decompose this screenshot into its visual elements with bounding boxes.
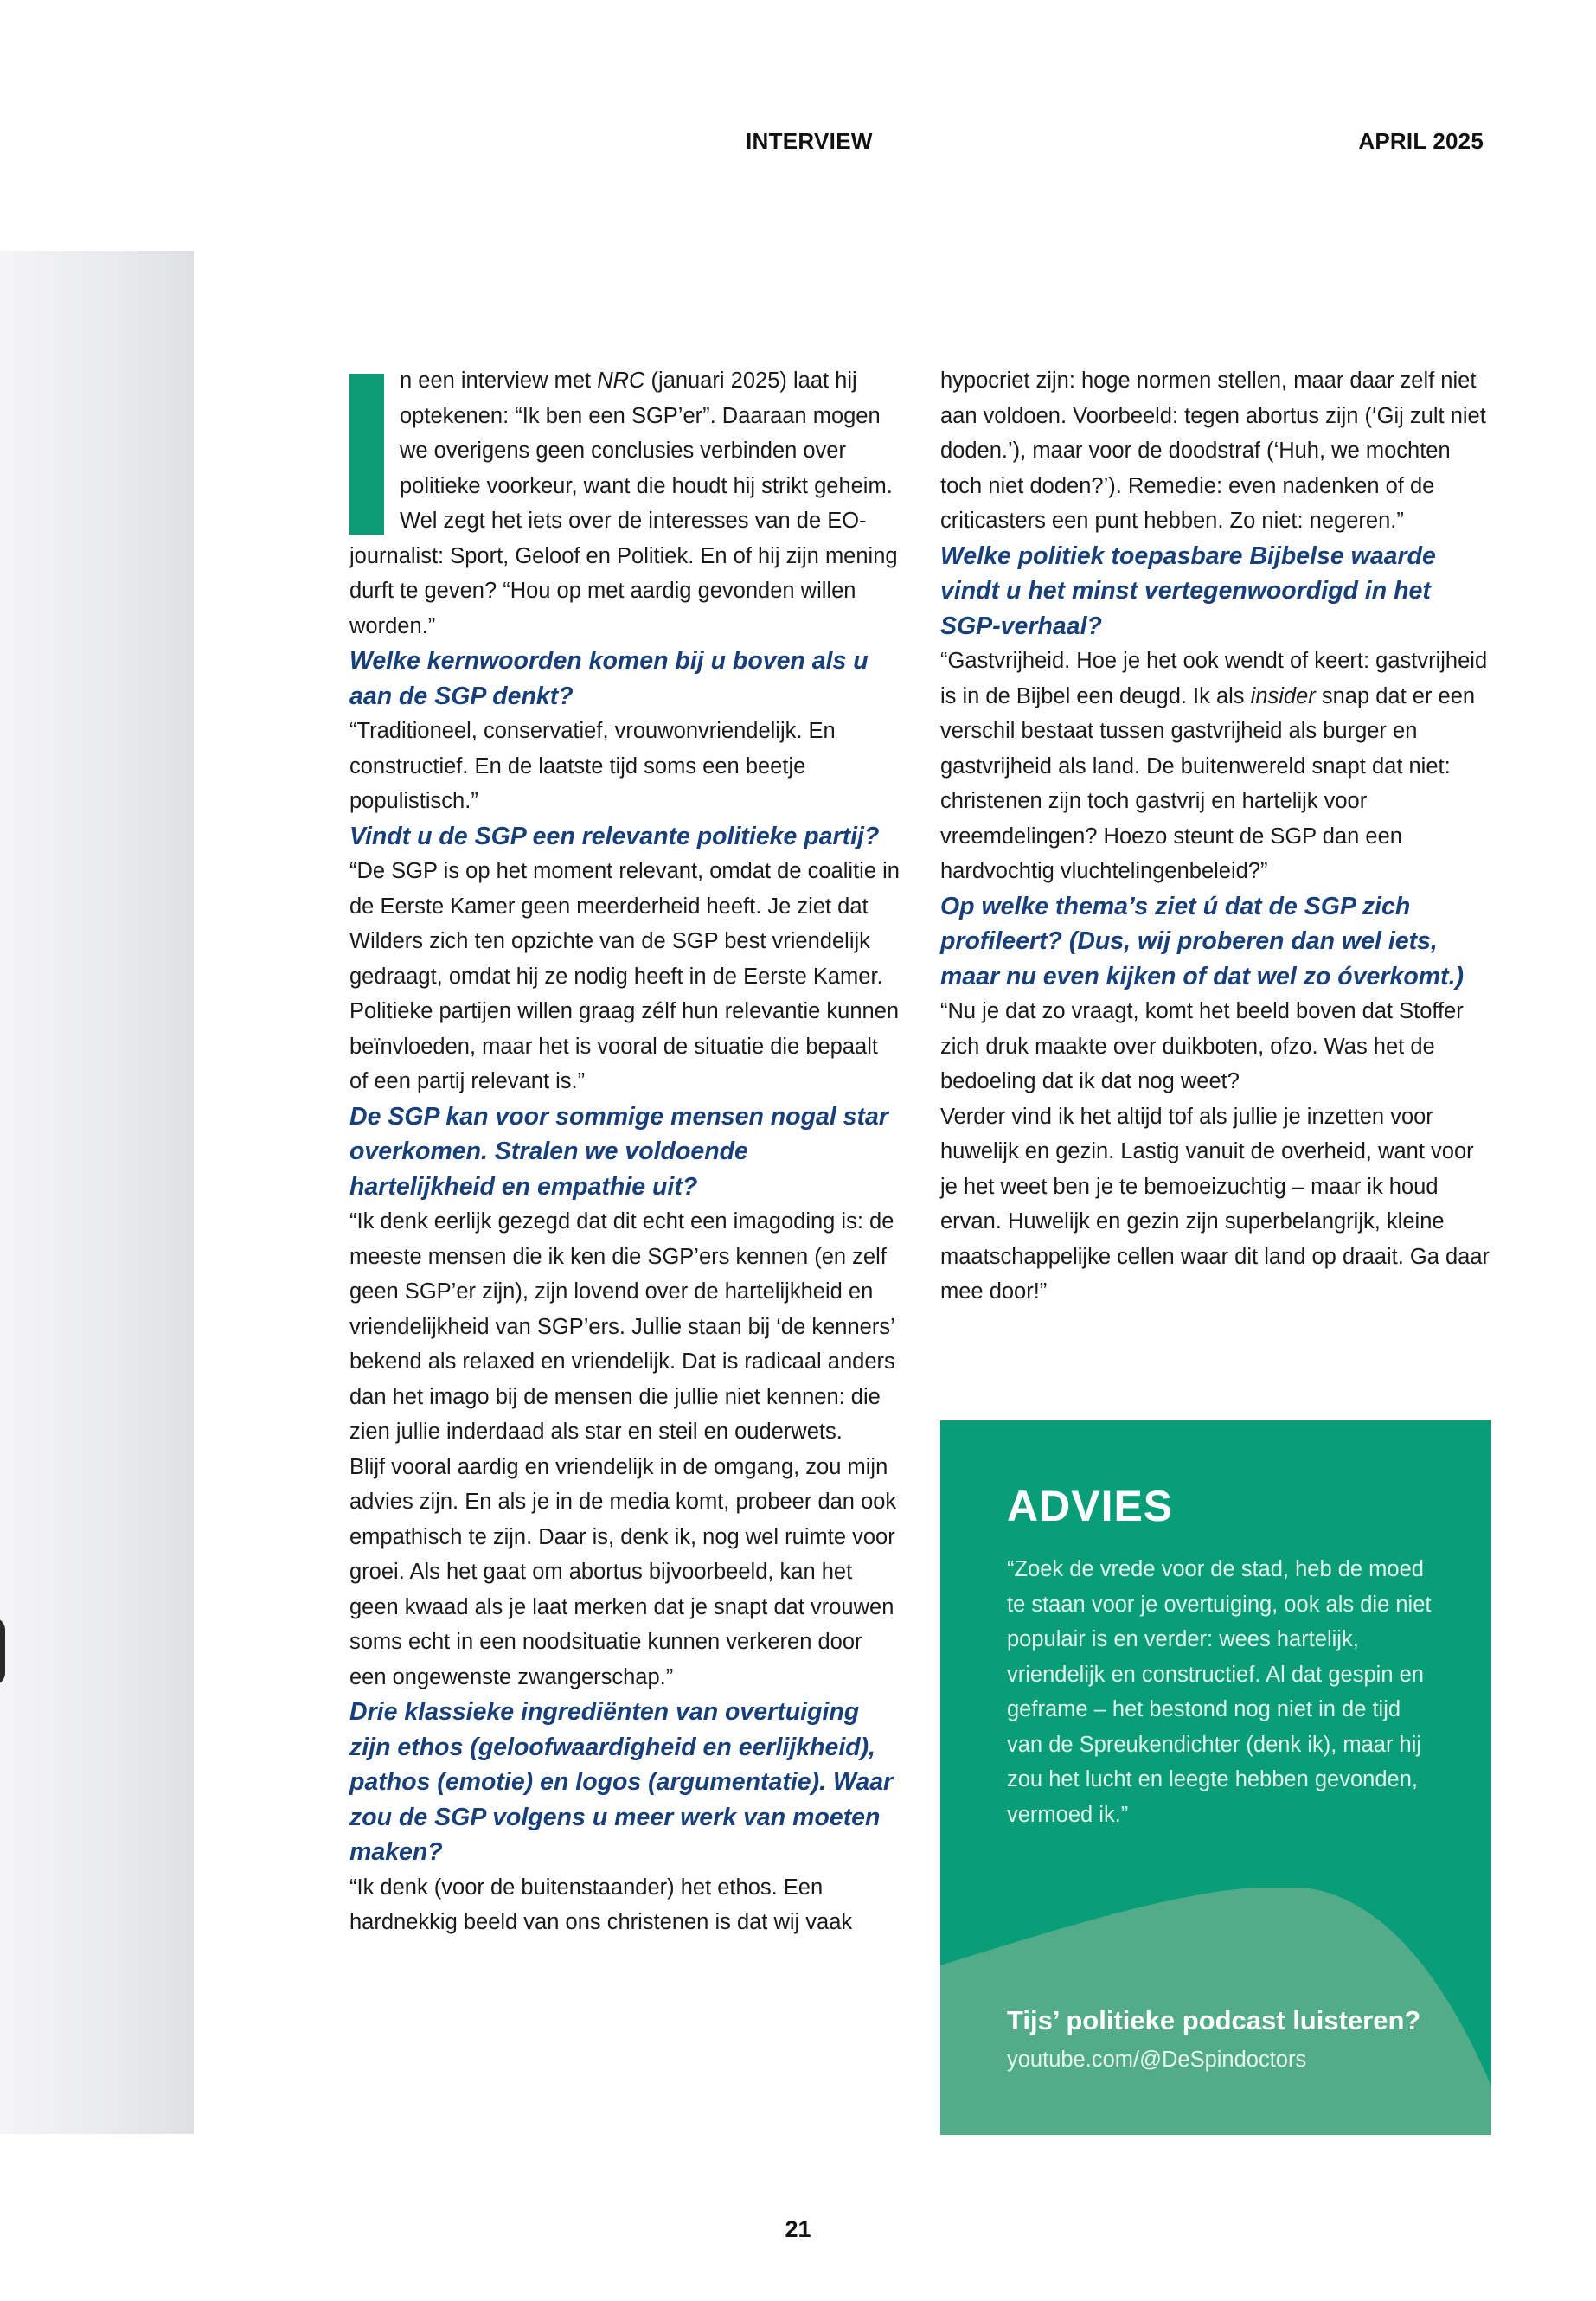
answer-paragraph: “Ik denk eerlijk gezegd dat dit echt een imagoding is: de meeste mensen die ik ken die SGP’ers kennen (en zelf geen SGP’er zijn), zijn lovend over de hartelijkheid en vriendelijkheid van SGP’ers. Jullie staan bij ‘de kenners’ bekend als relaxed en vriendelijk. Dat is radicaal anders dan het imago bij de mensen die jullie niet kennen: die zien jullie inderdaad als star en steil en ouderwets. bbox=[349, 1209, 895, 1444]
question-heading: Vindt u de SGP een relevante politieke partij? bbox=[349, 822, 880, 850]
photo-detail bbox=[0, 1618, 5, 1685]
page-number: 21 bbox=[785, 2216, 811, 2242]
section-label: INTERVIEW bbox=[746, 128, 873, 154]
advice-title: ADVIES bbox=[1007, 1482, 1174, 1530]
article-column-right bbox=[940, 363, 1490, 1310]
advice-box bbox=[940, 1420, 1491, 2135]
answer-paragraph: “Gastvrijheid. Hoe je het ook wendt of keert: gastvrijheid is in de Bijbel een deugd. Ik als insider snap dat er een verschil bestaat tussen gastvrijheid als burger en gastvrijheid als land. De buitenwereld snapt dat niet: christenen zijn toch gastvrij en hartelijk voor vreemdelingen? Hoezo steunt de SGP dan een hardvochtig vluchtelingenbeleid?” bbox=[940, 649, 1488, 883]
answer-paragraph: “Nu je dat zo vraagt, komt het beeld boven dat Stoffer zich druk maakte over duikboten, ofzo. Was het de bedoeling dat ik dat nog weet? bbox=[940, 999, 1464, 1093]
publication-name: NRC bbox=[597, 369, 645, 393]
issue-date: APRIL 2025 bbox=[1358, 128, 1484, 154]
question-heading: De SGP kan voor sommige mensen nogal star overkomen. Stralen we voldoende hartelijkheid en empathie uit? bbox=[349, 1102, 888, 1201]
answer-paragraph: hypocriet zijn: hoge normen stellen, maar daar zelf niet aan voldoen. Voorbeeld: tegen abortus zijn (‘Gij zult niet doden.’), maar voor de doodstraf (‘Huh, we mochten toch niet doden?’). Remedie: even nadenken of de criticasters een punt hebben. Zo niet: negeren.” bbox=[940, 369, 1486, 533]
podcast-heading: Tijs’ politieke podcast luisteren? bbox=[1007, 2005, 1421, 2035]
question-heading: Op welke thema’s ziet ú dat de SGP zich profileert? (Dus, wij proberen dan wel iets, maar nu even kijken of dat wel zo óverkomt.) bbox=[940, 892, 1464, 990]
question-heading: Drie klassieke ingrediënten van overtuiging zijn ethos (geloofwaardigheid en eerlijkheid), pathos (emotie) en logos (argumentatie). Waar zou de SGP volgens u meer werk van moeten maken? bbox=[349, 1698, 894, 1866]
drop-cap-bar bbox=[349, 374, 384, 535]
answer-paragraph: “Ik denk (voor de buitenstaander) het ethos. Een hardnekkig beeld van ons christenen is dat wij vaak bbox=[349, 1875, 853, 1934]
podcast-link[interactable]: youtube.com/@DeSpindoctors bbox=[1007, 2048, 1307, 2072]
question-heading: Welke kernwoorden komen bij u boven als u aan de SGP denkt? bbox=[349, 647, 869, 710]
answer-paragraph: “Traditioneel, conservatief, vrouwonvriendelijk. En constructief. En de laatste tijd soms een beetje populistisch.” bbox=[349, 719, 836, 813]
answer-paragraph: Verder vind ik het altijd tof als jullie je inzetten voor huwelijk en gezin. Lastig vanuit de overheid, want voor je het weet ben je te bemoeizuchtig – maar ik houd ervan. Huwelijk en gezin zijn superbelangrijk, kleine maatschappelijke cellen waar dit land op draait. Ga daar mee door!” bbox=[940, 1104, 1490, 1304]
portrait-photo bbox=[0, 251, 194, 2134]
article-column-left bbox=[349, 363, 900, 1940]
emphasis-text: insider bbox=[1250, 683, 1316, 708]
answer-paragraph: “De SGP is op het moment relevant, omdat de coalitie in de Eerste Kamer geen meerderheid heeft. Je ziet dat Wilders zich ten opzichte van de SGP best vriendelijk gedraagt, omdat hij ze nodig heeft in de Eerste Kamer. Politieke partijen willen graag zélf hun relevantie kunnen beïnvloeden, maar het is vooral de situatie die bepaalt of een partij relevant is.” bbox=[349, 859, 900, 1093]
intro-paragraph: n een interview met NRC (januari 2025) laat hij optekenen: “Ik ben een SGP’er”. Daaraan mogen we overigens geen conclusies verbinden over politieke voorkeur, want die houdt hij strikt geheim. Wel zegt het iets over de interesses van de EO-journalist: Sport, Geloof en Politiek. En of hij zijn mening durft te geven? “Hou op met aardig gevonden willen worden.” bbox=[349, 369, 898, 638]
advice-quote: “Zoek de vrede voor de stad, heb de moed te staan voor je overtuiging, ook als die niet populair is en verder: wees hartelijk, vriendelijk en constructief. Al dat gespin en geframe – het bestond nog niet in de tijd van de Spreukendichter (denk ik), maar hij zou het lucht en leegte hebben gevonden, vermoed ik.” bbox=[1007, 1557, 1432, 1827]
answer-paragraph: Blijf vooral aardig en vriendelijk in de omgang, zou mijn advies zijn. En als je in de media komt, probeer dan ook empathisch te zijn. Daar is, denk ik, nog wel ruimte voor groei. Als het gaat om abortus bijvoorbeeld, kan het geen kwaad als je laat merken dat je snapt dat vrouwen soms echt in een noodsituatie kunnen verkeren door een ongewenste zwangerschap.” bbox=[349, 1454, 897, 1689]
question-heading: Welke politiek toepasbare Bijbelse waarde vindt u het minst vertegenwoordigd in het SGP-verhaal? bbox=[940, 542, 1436, 640]
